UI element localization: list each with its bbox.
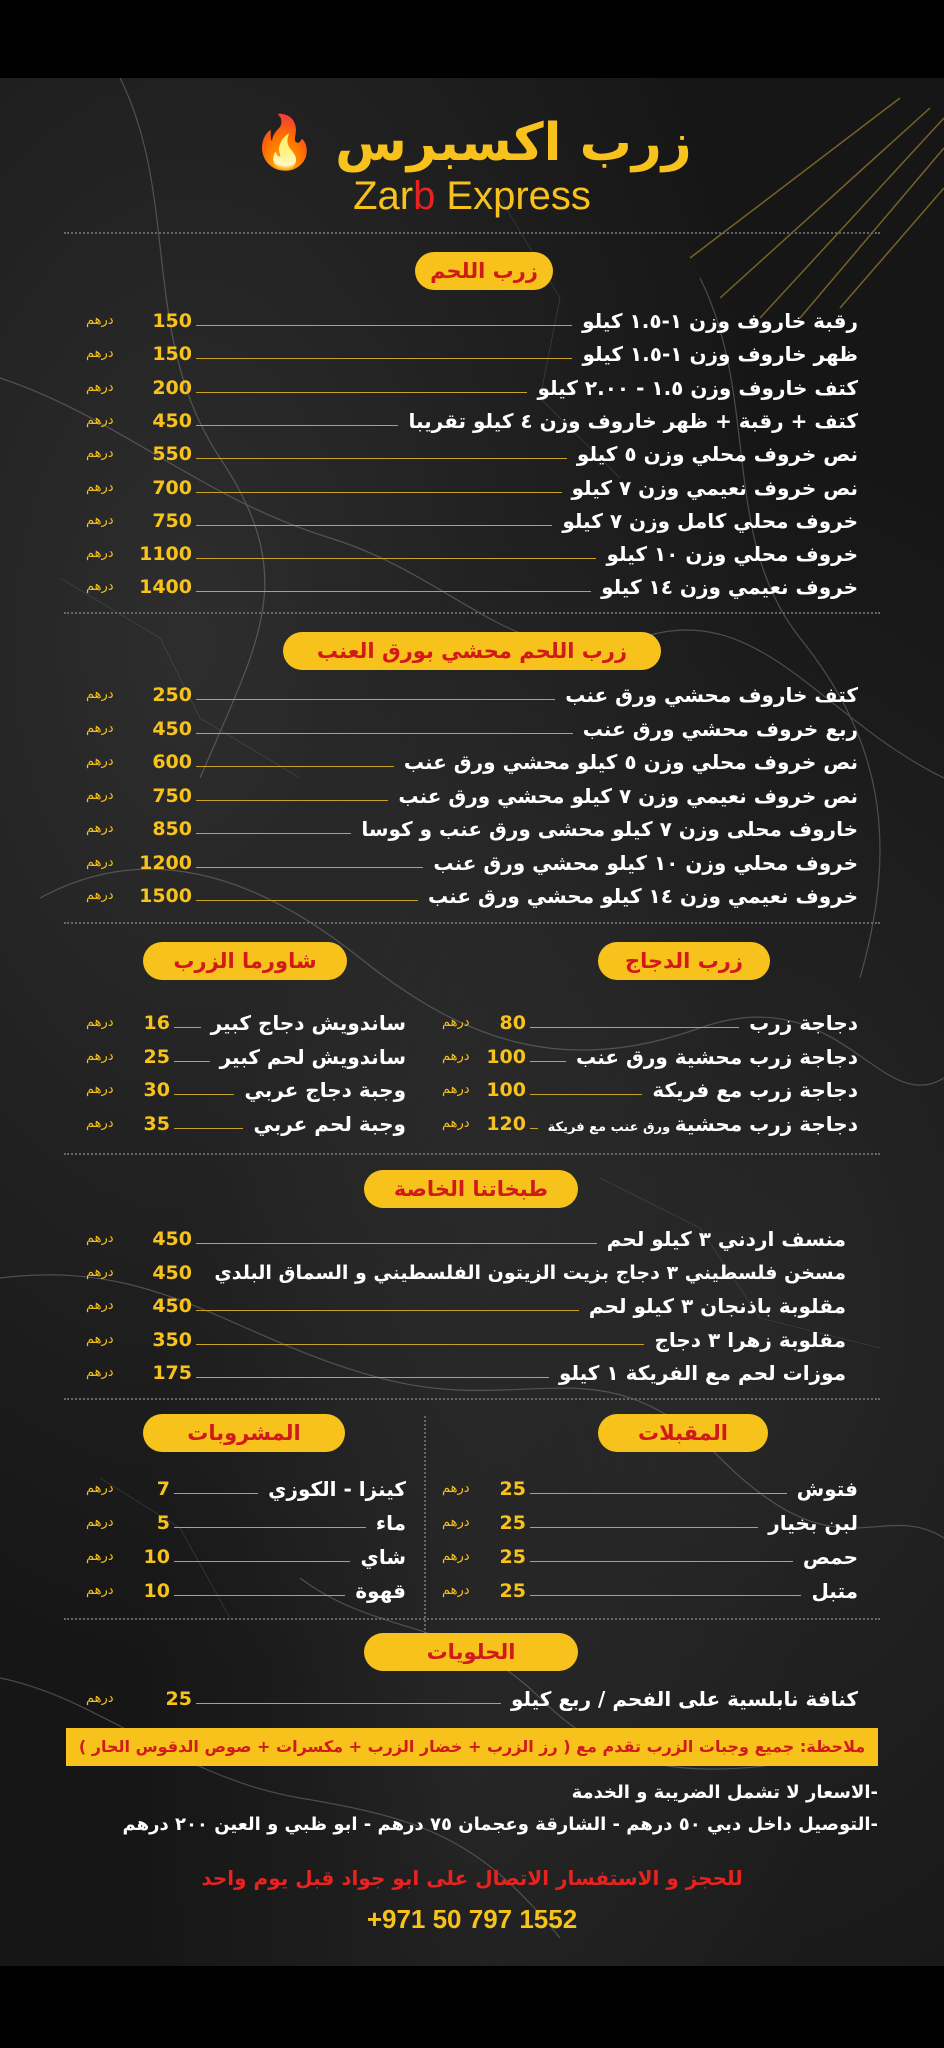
item-name — [589, 1291, 846, 1321]
item-name-text: كتف خاروف محشي ورق عنب — [565, 683, 858, 707]
item-name — [562, 506, 858, 536]
divider — [64, 612, 880, 614]
item-name — [768, 1508, 858, 1538]
currency-label: درهم — [86, 1691, 114, 1706]
item-price: 100 — [486, 1045, 526, 1068]
section-title-shawarma: شاورما الزرب — [143, 942, 347, 980]
item-price: 100 — [486, 1079, 526, 1101]
item-name — [214, 1258, 846, 1288]
item-price: 550 — [152, 443, 192, 466]
leader-line — [196, 591, 591, 592]
leader-line — [196, 1377, 549, 1378]
leader-line — [196, 900, 418, 901]
item-price: 25 — [165, 1688, 192, 1710]
menu-item-row — [86, 473, 858, 503]
item-price: 25 — [499, 1546, 526, 1568]
leader-line — [174, 1094, 234, 1095]
section-title-chicken: زرب الدجاج — [598, 942, 770, 980]
menu-item-row — [86, 747, 858, 777]
menu-item-row — [86, 814, 858, 844]
item-name-text: خروف محلي كامل وزن ٧ كيلو — [562, 508, 858, 533]
item-price: 1100 — [139, 543, 192, 566]
divider — [64, 232, 880, 234]
menu-item-row — [86, 1224, 846, 1254]
currency-label: درهم — [86, 346, 114, 362]
leader-line — [196, 1703, 501, 1704]
item-price: 150 — [152, 310, 192, 332]
currency-label: درهم — [86, 412, 114, 428]
item-name — [361, 814, 858, 844]
item-name — [433, 848, 858, 878]
item-price: 80 — [499, 1012, 526, 1034]
menu-item-row — [86, 848, 858, 878]
leader-line — [530, 1493, 787, 1494]
item-price: 1400 — [139, 576, 192, 599]
currency-label: درهم — [86, 446, 114, 462]
divider — [64, 1153, 880, 1155]
item-name-text: دجاجة زرب محشية ورق عنب — [576, 1044, 858, 1069]
item-price: 10 — [143, 1546, 170, 1568]
currency-label: درهم — [86, 1015, 114, 1030]
item-name — [548, 1109, 858, 1139]
divider — [64, 922, 880, 924]
item-price: 150 — [152, 343, 192, 366]
item-price: 450 — [152, 409, 192, 432]
leader-line — [174, 1128, 243, 1129]
brand-en-part-1: Zar — [353, 174, 414, 218]
leader-line — [196, 1344, 644, 1345]
item-name — [220, 1042, 406, 1072]
section-title-drinks: المشروبات — [143, 1414, 345, 1452]
item-name-text: رقبة خاروف وزن ١-١.٥ كيلو — [582, 309, 858, 333]
item-name — [582, 306, 858, 336]
currency-label: درهم — [86, 888, 114, 903]
item-price: 600 — [152, 751, 192, 773]
item-name-text: ماء — [375, 1511, 406, 1535]
leader-line — [196, 525, 552, 526]
leader-line — [196, 1243, 597, 1244]
item-name-text: مقلوبة باذنجان ٣ كيلو لحم — [588, 1294, 846, 1318]
currency-label: درهم — [86, 1583, 114, 1598]
menu-item-row — [86, 1542, 406, 1572]
leader-line — [174, 1527, 366, 1528]
item-name-text: كنافة نابلسية على الفحم / ربع كيلو — [510, 1687, 858, 1711]
item-price: 450 — [152, 1261, 192, 1284]
leader-line — [174, 1561, 350, 1562]
item-name — [811, 1576, 858, 1606]
divider — [64, 1398, 880, 1400]
brand-name-english — [0, 174, 944, 219]
leader-line — [530, 1561, 793, 1562]
item-name-text: خروف محلي وزن ١٠ كيلو محشي ورق عنب — [433, 850, 858, 875]
menu-item-row — [86, 306, 858, 336]
item-price: 450 — [152, 1228, 192, 1250]
item-name-text: نص خروف محلي وزن ٥ كيلو — [576, 442, 858, 467]
item-price: 750 — [152, 509, 192, 532]
item-name — [652, 1075, 858, 1105]
leader-line — [196, 733, 573, 734]
currency-label: درهم — [86, 1082, 114, 1097]
item-name — [244, 1075, 406, 1105]
currency-label: درهم — [86, 1481, 114, 1496]
item-name-text: دجاجة زرب محشية — [674, 1111, 858, 1136]
item-name — [253, 1109, 406, 1139]
item-name — [797, 1474, 858, 1504]
phone-number[interactable]: +971 50 797 1552 — [366, 1904, 578, 1934]
leader-line — [196, 699, 555, 700]
item-name-text: دجاجة زرب مع فريكة — [652, 1078, 858, 1102]
item-name-text: خروف محلي وزن ١٠ كيلو — [606, 542, 858, 567]
column-divider — [424, 1416, 426, 1646]
item-price: 25 — [499, 1512, 526, 1534]
menu-item-row — [86, 1291, 846, 1321]
item-name — [428, 881, 858, 911]
menu-item-row — [442, 1542, 858, 1572]
menu-item-row — [86, 539, 858, 569]
item-name-text: مسخن فلسطيني ٣ دجاج بزيت الزيتون الفلسطيني و السماق البلدي — [214, 1261, 846, 1284]
leader-line — [196, 800, 388, 801]
item-name — [404, 747, 858, 777]
currency-label: درهم — [86, 821, 114, 836]
leader-line — [174, 1027, 201, 1028]
menu-item-row — [86, 1576, 406, 1606]
note-banner: ملاحظة: جميع وجبات الزرب تقدم مع ( رز الزرب + خضار الزرب + مكسرات + صوص الدقوس الحار ) — [66, 1728, 878, 1766]
leader-line — [196, 358, 572, 359]
item-name — [607, 1224, 846, 1254]
menu-item-row — [86, 1075, 406, 1105]
item-name-text: حمص — [802, 1545, 858, 1569]
currency-label: درهم — [442, 1481, 470, 1496]
leader-line — [174, 1493, 258, 1494]
item-name-note: ورق عنب مع فريكة — [547, 1119, 675, 1135]
item-price: 35 — [143, 1112, 170, 1135]
item-name — [572, 473, 858, 503]
leader-line — [196, 558, 596, 559]
item-price: 7 — [156, 1478, 170, 1500]
item-name-text: نص خروف محلي وزن ٥ كيلو محشي ورق عنب — [403, 750, 858, 774]
currency-label: درهم — [442, 1082, 470, 1097]
item-name — [803, 1542, 858, 1572]
currency-label: درهم — [86, 754, 114, 769]
menu-item-row — [442, 1042, 858, 1072]
info-line-delivery: -التوصيل داخل دبي ٥٠ درهم - الشارقة وعجمان ٧٥ درهم - ابو ظبي و العين ٢٠٠ درهم — [122, 1814, 878, 1835]
currency-label: درهم — [86, 512, 114, 528]
item-name-text: ظهر خاروف وزن ١-١.٥ كيلو — [582, 342, 858, 367]
leader-line — [196, 325, 572, 326]
item-name-text: ساندويش لحم كبير — [219, 1044, 406, 1069]
item-name — [268, 1474, 406, 1504]
item-name — [583, 714, 858, 744]
currency-label: درهم — [86, 854, 114, 870]
item-price: 200 — [152, 376, 192, 399]
item-name — [606, 539, 858, 569]
currency-label: درهم — [86, 379, 114, 395]
item-name-text: وجبة دجاج عربي — [244, 1078, 406, 1102]
currency-label: درهم — [86, 1365, 114, 1380]
currency-label: درهم — [86, 546, 114, 562]
leader-line — [530, 1595, 801, 1596]
leader-line — [196, 425, 398, 426]
menu-item-row — [442, 1508, 858, 1538]
leader-line — [530, 1527, 758, 1528]
leader-line — [530, 1128, 538, 1129]
leader-line — [196, 458, 567, 459]
currency-label: درهم — [442, 1048, 470, 1064]
leader-line — [174, 1595, 345, 1596]
currency-label: درهم — [86, 1115, 114, 1131]
currency-label: درهم — [86, 1231, 114, 1246]
menu-item-row — [86, 1325, 846, 1355]
item-name-text: خروف نعيمي وزن ١٤ كيلو محشي ورق عنب — [427, 884, 858, 908]
currency-label: درهم — [86, 1515, 114, 1530]
item-price: 350 — [152, 1328, 192, 1351]
item-price: 700 — [152, 476, 192, 499]
currency-label: درهم — [442, 1115, 470, 1131]
item-name-text: لبن بخيار — [768, 1511, 858, 1535]
item-name — [565, 680, 858, 710]
booking-call-to-action: للحجز و الاستفسار الاتصال على ابو جواد قبل يوم واحد — [201, 1866, 743, 1890]
flame-icon: 🔥 — [252, 113, 318, 173]
menu-item-row — [86, 572, 858, 602]
menu-item-row — [86, 781, 858, 811]
menu-item-row — [86, 439, 858, 469]
currency-label: درهم — [86, 687, 114, 702]
currency-label: درهم — [86, 1298, 114, 1313]
item-name — [576, 1042, 858, 1072]
currency-label: درهم — [86, 1048, 114, 1064]
item-price: 25 — [499, 1580, 526, 1602]
menu-item-row — [86, 680, 858, 710]
item-name-text: دجاجة زرب — [749, 1011, 858, 1035]
item-name — [398, 781, 858, 811]
item-price: 25 — [499, 1478, 526, 1500]
item-price: 1200 — [139, 851, 192, 874]
menu-item-row — [442, 1109, 858, 1139]
currency-label: درهم — [86, 479, 114, 495]
currency-label: درهم — [442, 1549, 470, 1564]
menu-item-row — [86, 714, 858, 744]
item-name-text: موزات لحم مع الفريكة ١ كيلو — [558, 1361, 846, 1385]
item-name — [211, 1008, 406, 1038]
menu-board — [0, 78, 944, 1966]
leader-line — [196, 1310, 579, 1311]
leader-line — [196, 833, 351, 834]
item-name — [355, 1576, 406, 1606]
item-name — [559, 1358, 846, 1388]
divider — [64, 1618, 880, 1620]
item-name — [537, 373, 858, 403]
menu-item-row — [86, 339, 858, 369]
item-name-text: كتف خاروف وزن ١.٥ - ٢.٠٠ كيلو — [537, 375, 858, 400]
currency-label: درهم — [442, 1583, 470, 1598]
leader-line — [530, 1094, 642, 1095]
item-name-text: كينزا - الكوزي — [268, 1477, 406, 1501]
item-name — [511, 1684, 858, 1714]
item-name-text: ساندويش دجاج كبير — [210, 1011, 406, 1035]
item-name — [360, 1542, 406, 1572]
item-name-text: خاروف محلى وزن ٧ كيلو محشى ورق عنب و كوسا — [361, 817, 858, 841]
item-price: 175 — [152, 1362, 192, 1384]
item-price: 250 — [152, 684, 192, 706]
item-price: 16 — [143, 1012, 170, 1034]
menu-item-row — [86, 1474, 406, 1504]
item-price: 1500 — [139, 885, 192, 907]
menu-item-row — [86, 1109, 406, 1139]
menu-item-row — [86, 506, 858, 536]
item-name-text: منسف اردني ٣ كيلو لحم — [606, 1227, 846, 1251]
menu-item-row — [442, 1075, 858, 1105]
currency-label: درهم — [86, 579, 114, 595]
item-name-text: قهوة — [355, 1579, 406, 1603]
menu-item-row — [86, 1258, 846, 1288]
item-price: 850 — [152, 818, 192, 840]
section-title-appetizers: المقبلات — [598, 1414, 768, 1452]
menu-item-row — [86, 406, 858, 436]
menu-item-row — [86, 1042, 406, 1072]
item-name — [577, 439, 858, 469]
item-price: 450 — [152, 1295, 192, 1317]
section-title-desserts: الحلويات — [364, 1633, 578, 1671]
menu-item-row — [86, 1508, 406, 1538]
currency-label: درهم — [86, 720, 114, 736]
item-name — [749, 1008, 858, 1038]
leader-line — [196, 766, 394, 767]
item-name-text: ربع خروف محشي ورق عنب — [582, 716, 858, 741]
currency-label: درهم — [86, 787, 114, 803]
leader-line — [174, 1061, 210, 1062]
leader-line — [196, 867, 423, 868]
item-name-text: كتف + رقبة + ظهر خاروف وزن ٤ كيلو تقريبا — [408, 408, 858, 433]
item-name — [601, 572, 858, 602]
brand-en-part-3: Express — [435, 174, 591, 218]
currency-label: درهم — [442, 1015, 470, 1030]
item-name-text: وجبة لحم عربي — [253, 1111, 406, 1136]
menu-item-row — [86, 373, 858, 403]
currency-label: درهم — [86, 1549, 114, 1564]
leader-line — [530, 1027, 739, 1028]
item-name — [654, 1325, 846, 1355]
leader-line — [196, 492, 562, 493]
section-title-meat: زرب اللحم — [415, 252, 553, 290]
currency-label: درهم — [86, 1264, 114, 1280]
leader-line — [530, 1061, 566, 1062]
menu-item-row — [86, 1684, 858, 1714]
item-name-text: فتوش — [796, 1477, 858, 1501]
item-name — [408, 406, 858, 436]
item-price: 30 — [143, 1079, 170, 1101]
item-price: 25 — [143, 1045, 170, 1068]
currency-label: درهم — [442, 1515, 470, 1530]
item-price: 10 — [143, 1580, 170, 1602]
brand-name-ar-text: زرب اكسبرس — [335, 113, 692, 173]
currency-label: درهم — [86, 1331, 114, 1347]
section-title-stuffed: زرب اللحم محشي بورق العنب — [283, 632, 661, 670]
brand-name-arabic — [0, 112, 944, 173]
item-price: 750 — [152, 784, 192, 807]
item-name-text: نص خروف نعيمي وزن ٧ كيلو محشي ورق عنب — [398, 783, 858, 808]
menu-item-row — [442, 1008, 858, 1038]
item-price: 120 — [486, 1112, 526, 1135]
item-price: 450 — [152, 717, 192, 740]
menu-item-row — [442, 1576, 858, 1606]
item-name-text: مقلوبة زهرا ٣ دجاج — [654, 1327, 846, 1352]
info-line-tax: -الاسعار لا تشمل الضريبة و الخدمة — [571, 1782, 878, 1803]
item-name-text: شاي — [360, 1545, 406, 1569]
menu-item-row — [86, 1358, 846, 1388]
item-name — [582, 339, 858, 369]
section-title-specials: طبخاتنا الخاصة — [364, 1170, 578, 1208]
brand-en-part-2: b — [413, 174, 436, 218]
menu-item-row — [86, 881, 858, 911]
menu-item-row — [442, 1474, 858, 1504]
currency-label: درهم — [86, 313, 114, 328]
menu-item-row — [86, 1008, 406, 1038]
item-name-text: خروف نعيمي وزن ١٤ كيلو — [601, 575, 858, 600]
item-name-text: متبل — [811, 1579, 858, 1603]
leader-line — [196, 392, 527, 393]
item-name — [376, 1508, 406, 1538]
item-name-text: نص خروف نعيمي وزن ٧ كيلو — [571, 475, 858, 500]
item-price: 5 — [156, 1512, 170, 1534]
